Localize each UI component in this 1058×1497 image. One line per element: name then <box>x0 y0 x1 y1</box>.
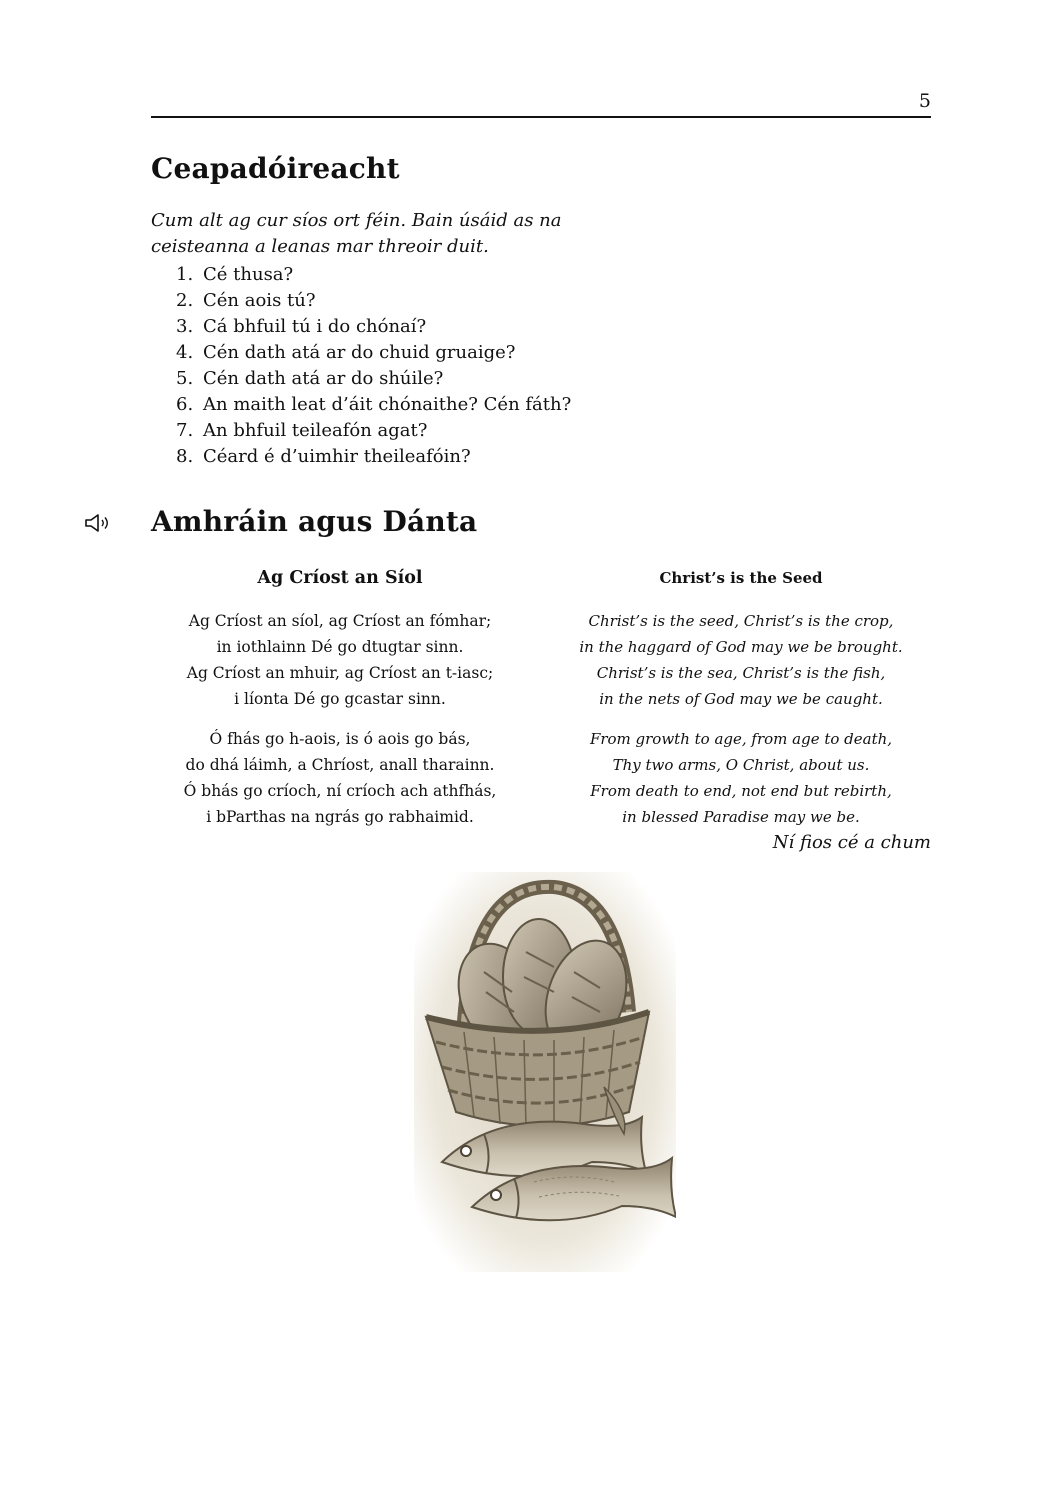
question-text: Céard é d’uimhir theileafóin? <box>203 446 471 467</box>
poem-line: in the haggard of God may we be brought. <box>579 638 903 656</box>
bread-basket-and-fish-illustration <box>414 872 676 1272</box>
poem-line: in the nets of God may we be caught. <box>599 690 883 708</box>
poem-line: Ag Críost an síol, ag Críost an fómhar; <box>188 612 492 630</box>
poem-line: From death to end, not end but rebirth, <box>590 782 892 800</box>
poem-line: in iothlainn Dé go dtugtar sinn. <box>216 638 464 656</box>
list-item <box>176 366 571 392</box>
section-title-songs-and-poems: Amhráin agus Dánta <box>151 505 478 538</box>
question-text: An maith leat d’áit chónaithe? Cén fáth? <box>203 394 572 415</box>
poem-line: From growth to age, from age to death, <box>589 730 893 748</box>
question-text: Cén dath atá ar do shúile? <box>203 368 444 389</box>
poem-title: Ag Críost an Síol <box>257 568 423 588</box>
poem-title: Christ’s is the Seed <box>659 569 823 587</box>
poem-line: do dhá láimh, a Chríost, anall tharainn. <box>185 756 495 774</box>
list-item <box>176 314 571 340</box>
poem-line: Ó fhás go h-aois, is ó aois go bás, <box>209 730 471 748</box>
list-item <box>176 262 571 288</box>
list-number: 1. <box>176 264 194 285</box>
list-item <box>176 418 571 444</box>
list-number: 5. <box>176 368 194 389</box>
list-number: 3. <box>176 316 194 337</box>
question-list <box>176 262 571 470</box>
poem-english <box>563 566 919 844</box>
question-text: Cá bhfuil tú i do chónaí? <box>203 316 427 337</box>
question-text: Cén aois tú? <box>203 290 316 311</box>
attribution: Ní fios cé a chum <box>772 832 931 853</box>
poem-line: Ó bhás go críoch, ní críoch ach athfhás, <box>183 782 497 800</box>
list-number: 4. <box>176 342 194 363</box>
stanza <box>162 608 518 712</box>
poem-line: Christ’s is the sea, Christ’s is the fish, <box>596 664 886 682</box>
poem-line: Ag Críost an mhuir, ag Críost an t-iasc; <box>186 664 494 682</box>
list-item <box>176 288 571 314</box>
page-number: 5 <box>918 90 931 112</box>
speaker-icon[interactable] <box>84 512 114 534</box>
list-item <box>176 444 571 470</box>
question-text: Cén dath atá ar do chuid gruaige? <box>203 342 516 363</box>
stanza <box>563 608 919 712</box>
section-title-composition: Ceapadóireacht <box>151 152 400 185</box>
list-number: 7. <box>176 420 194 441</box>
poem-line: i líonta Dé go gcastar sinn. <box>234 690 446 708</box>
header-rule <box>151 116 931 118</box>
list-item <box>176 392 571 418</box>
question-text: An bhfuil teileafón agat? <box>203 420 428 441</box>
list-number: 8. <box>176 446 194 467</box>
poem-line: Thy two arms, O Christ, about us. <box>612 756 870 774</box>
stanza <box>563 726 919 830</box>
composition-instructions: Cum alt ag cur síos ort féin. Bain úsáid as na ceisteanna a leanas mar threoir duit. <box>151 210 562 257</box>
poem-irish <box>162 566 518 844</box>
poem-line: Christ’s is the seed, Christ’s is the crop, <box>588 612 894 630</box>
poem-line: i bParthas na ngrás go rabhaimid. <box>206 808 474 826</box>
question-text: Cé thusa? <box>203 264 294 285</box>
stanza <box>162 726 518 830</box>
poem-line: in blessed Paradise may we be. <box>622 808 860 826</box>
list-number: 6. <box>176 394 194 415</box>
list-number: 2. <box>176 290 194 311</box>
list-item <box>176 340 571 366</box>
